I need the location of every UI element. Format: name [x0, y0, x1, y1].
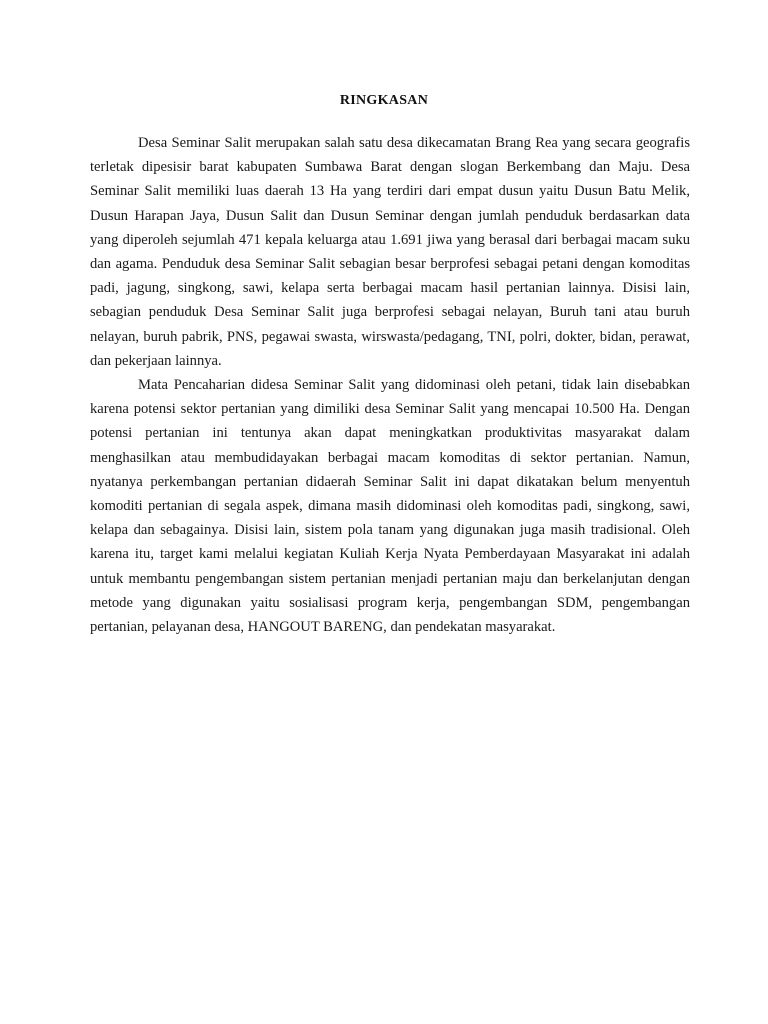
document-title: RINGKASAN — [339, 93, 429, 108]
paragraph-2: Mata Pencaharian didesa Seminar Salit yang didominasi oleh petani, tidak lain disebabkan karena potensi sektor pertanian yang dimiliki desa Seminar Salit yang mencapai 10.500 Ha. Dengan potensi pertanian ini tentunya akan dapat meningkatkan produktivitas masyarakat dalam menghasilkan atau membudidayakan berbagai macam komoditas di sektor pertanian. Namun, nyatanya perkembangan pertanian didaerah Seminar Salit ini dapat dikatakan belum menyentuh komoditi pertanian di segala aspek, dimana masih didominasi oleh komoditas padi, singkong, sawi, kelapa dan sebagainya. Disisi lain, sistem pola tanam yang digunakan juga masih tradisional. Oleh karena itu, target kami melalui kegiatan Kuliah Kerja Nyata Pemberdayaan Masyarakat ini adalah untuk membantu pengembangan sistem pertanian menjadi pertanian maju dan berkelanjutan dengan metode yang digunakan yaitu sosialisasi program kerja, pengembangan SDM, pengembangan pertanian, pelayanan desa, HANGOUT BARENG, dan pendekatan masyarakat. — [90, 377, 690, 636]
document-body — [90, 131, 690, 639]
paragraph-1: Desa Seminar Salit merupakan salah satu desa dikecamatan Brang Rea yang secara geografis terletak dipesisir barat kabupaten Sumbawa Barat dengan slogan Berkembang dan Maju. Desa Seminar Salit memiliki luas daerah 13 Ha yang terdiri dari empat dusun yaitu Dusun Batu Melik, Dusun Harapan Jaya, Dusun Salit dan Dusun Seminar dengan jumlah penduduk berdasarkan data yang diperoleh sejumlah 471 kepala keluarga atau 1.691 jiwa yang berasal dari berbagai macam suku dan agama. Penduduk desa Seminar Salit sebagian besar berprofesi sebagai petani dengan komoditas padi, jagung, singkong, sawi, kelapa serta berbagai macam hasil pertanian lainnya. Disisi lain, sebagian penduduk Desa Seminar Salit juga berprofesi sebagai nelayan, Buruh tani atau buruh nelayan, buruh pabrik, PNS, pegawai swasta, wirswasta/pedagang, TNI, polri, dokter, bidan, perawat, dan pekerjaan lainnya. — [90, 135, 690, 369]
